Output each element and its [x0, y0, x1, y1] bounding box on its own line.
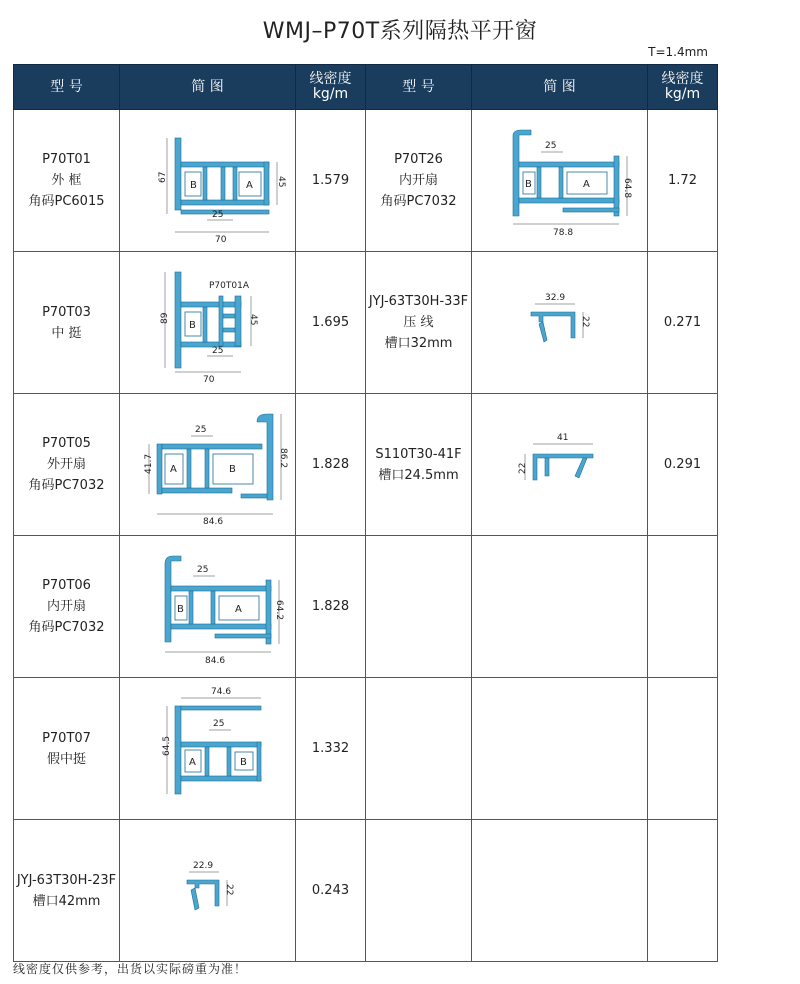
table-row [14, 678, 718, 820]
svg-text:B: B [524, 178, 532, 190]
table-row [14, 536, 718, 678]
svg-text:41.7: 41.7 [143, 453, 154, 474]
profile-drawing-cell [120, 820, 296, 962]
profile-drawing-p70t05 [123, 400, 293, 530]
density-value: 0.271 [648, 252, 718, 394]
svg-text:B: B [228, 463, 236, 475]
svg-text:25: 25 [211, 345, 223, 356]
svg-text:22.9: 22.9 [192, 860, 213, 871]
model-cell: JYJ-63T30H-23F 槽口42mm [14, 820, 120, 962]
svg-text:A: A [245, 179, 253, 191]
table-row [14, 394, 718, 536]
svg-text:70: 70 [214, 234, 226, 245]
model-cell: P70T01 外 框 角码PC6015 [14, 110, 120, 252]
profile-spec-table [13, 64, 718, 962]
svg-text:25: 25 [212, 718, 224, 729]
model-cell: S110T30-41F 槽口24.5mm [366, 394, 472, 536]
header-model: 型 号 [14, 65, 120, 110]
density-value-empty [648, 820, 718, 962]
svg-text:89: 89 [159, 312, 170, 324]
profile-drawing-p70t07 [123, 684, 293, 814]
model-cell: P70T03 中 挺 [14, 252, 120, 394]
footnote: 线密度仅供参考，出货以实际磅重为准！ [13, 962, 248, 976]
header-figure: 简 图 [472, 65, 648, 110]
profile-drawing-p70t03 [123, 258, 293, 388]
profile-drawing-cell [120, 536, 296, 678]
model-cell: P70T07 假中挺 [14, 678, 120, 820]
svg-text:B: B [176, 603, 184, 615]
density-value: 1.695 [296, 252, 366, 394]
model-cell-empty [366, 820, 472, 962]
svg-text:78.8: 78.8 [552, 227, 573, 238]
svg-text:45: 45 [247, 313, 258, 325]
model-cell-empty [366, 536, 472, 678]
header-model: 型 号 [366, 65, 472, 110]
profile-drawing-cell [120, 110, 296, 252]
density-value: 0.243 [296, 820, 366, 962]
svg-text:84.6: 84.6 [202, 516, 223, 527]
profile-drawing-p70t26 [475, 116, 645, 246]
profile-drawing-cell-empty [472, 536, 648, 678]
svg-text:22: 22 [579, 315, 590, 327]
svg-text:25: 25 [196, 564, 208, 575]
svg-text:64.5: 64.5 [161, 735, 172, 756]
profile-drawing-p70t01 [123, 116, 293, 246]
profile-drawing-p70t06 [123, 542, 293, 672]
table-row [14, 252, 718, 394]
profile-drawing-cell-empty [472, 820, 648, 962]
density-value: 0.291 [648, 394, 718, 536]
table-row [14, 820, 718, 962]
svg-text:74.6: 74.6 [210, 686, 231, 697]
profile-drawing-s110-41f [475, 400, 645, 530]
svg-text:64.8: 64.8 [621, 177, 632, 198]
model-cell: JYJ-63T30H-33F 压 线 槽口32mm [366, 252, 472, 394]
model-cell: P70T05 外开扇 角码PC7032 [14, 394, 120, 536]
profile-drawing-cell [120, 678, 296, 820]
density-value-empty [648, 678, 718, 820]
svg-text:41: 41 [556, 432, 568, 443]
svg-text:67: 67 [157, 171, 168, 183]
density-value: 1.579 [296, 110, 366, 252]
svg-text:A: A [188, 756, 196, 768]
svg-text:A: A [582, 178, 590, 190]
profile-drawing-cell [472, 394, 648, 536]
table-header-row [14, 65, 718, 110]
profile-drawing-cell [472, 110, 648, 252]
model-cell: P70T06 内开扇 角码PC7032 [14, 536, 120, 678]
profile-drawing-jyj-33f [475, 258, 645, 388]
svg-text:25: 25 [194, 424, 206, 435]
profile-drawing-jyj-23f [123, 826, 293, 956]
svg-text:P70T01A: P70T01A [208, 280, 249, 291]
profile-drawing-cell [120, 394, 296, 536]
svg-text:B: B [239, 756, 247, 768]
header-density: 线密度 kg/m [648, 65, 718, 110]
header-density: 线密度 kg/m [296, 65, 366, 110]
svg-text:B: B [189, 179, 197, 191]
page-title: WMJ–P70T系列隔热平开窗 [262, 19, 538, 44]
svg-text:B: B [188, 319, 196, 331]
density-value: 1.72 [648, 110, 718, 252]
profile-drawing-cell [472, 252, 648, 394]
svg-text:45: 45 [275, 175, 286, 187]
svg-text:84.6: 84.6 [204, 655, 225, 666]
svg-text:86.2: 86.2 [277, 447, 288, 468]
svg-text:70: 70 [202, 374, 214, 385]
svg-text:22: 22 [223, 883, 234, 895]
density-value: 1.828 [296, 536, 366, 678]
svg-text:25: 25 [544, 140, 556, 151]
density-value: 1.828 [296, 394, 366, 536]
model-cell: P70T26 内开扇 角码PC7032 [366, 110, 472, 252]
svg-text:32.9: 32.9 [544, 292, 565, 303]
header-figure: 简 图 [120, 65, 296, 110]
svg-text:A: A [234, 603, 242, 615]
model-cell-empty [366, 678, 472, 820]
profile-drawing-cell [120, 252, 296, 394]
density-value-empty [648, 536, 718, 678]
svg-text:25: 25 [211, 209, 223, 220]
svg-text:22: 22 [517, 462, 528, 474]
svg-text:A: A [169, 463, 177, 475]
table-row [14, 110, 718, 252]
svg-text:64.2: 64.2 [273, 599, 284, 620]
thickness-note: T=1.4mm [648, 45, 708, 59]
profile-drawing-cell-empty [472, 678, 648, 820]
density-value: 1.332 [296, 678, 366, 820]
